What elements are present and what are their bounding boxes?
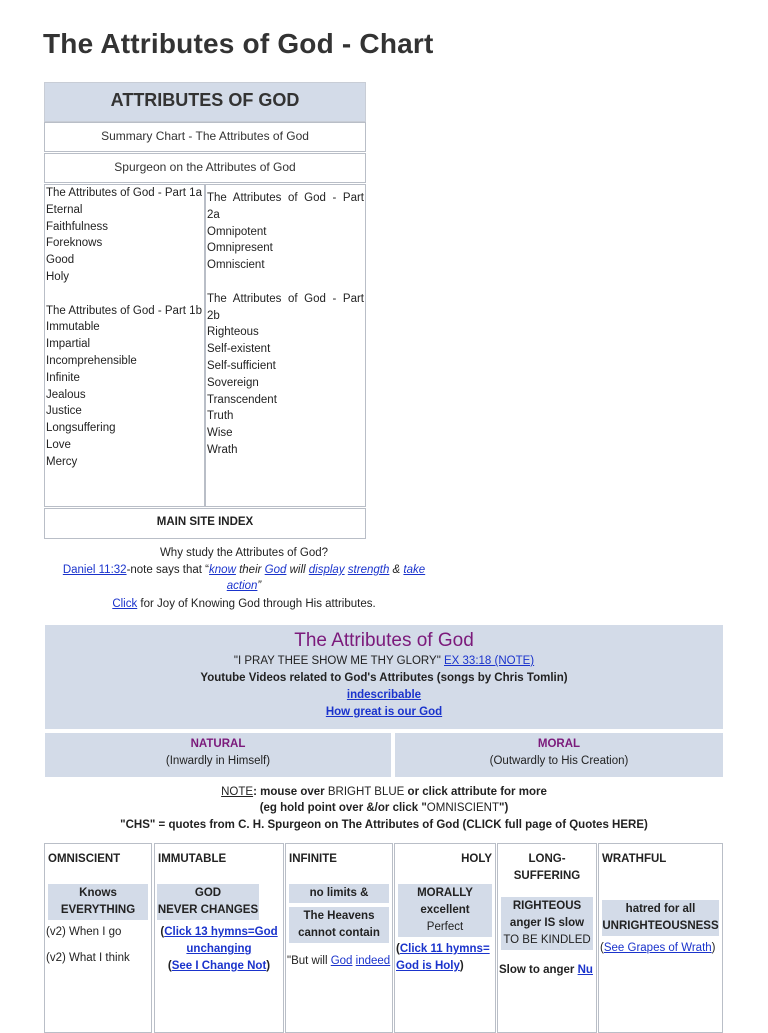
attr-faithfulness[interactable]: Faithfulness [46, 220, 109, 233]
strength-link[interactable]: strength [347, 564, 390, 576]
note-omniscient: OMNISCIENT [426, 802, 499, 814]
indescribable-link[interactable]: indescribable [346, 689, 422, 701]
how-great-link[interactable]: How great is our God [325, 706, 443, 718]
longsuffering-chip-3: TO BE KINDLED [503, 934, 591, 946]
attr-love[interactable]: Love [46, 438, 71, 451]
natural-sub: (Inwardly in Himself) [165, 755, 271, 767]
wrathful-heading[interactable]: WRATHFUL [602, 853, 667, 865]
omniscient-v2: (v2) What I think [46, 952, 130, 964]
infinite-chip-2a: The Heavens [303, 910, 375, 922]
part2b-link[interactable]: The Attributes of God - Part [207, 292, 364, 305]
holy-cell: HOLY MORALLY excellent Perfect (Click 11 hymns= God is Holy) [394, 843, 496, 1033]
attr-omniscient[interactable]: Omniscient [207, 259, 265, 272]
holy-chip-1: MORALLY [417, 887, 473, 899]
infinite-indeed-link[interactable]: indeed [355, 955, 391, 967]
main-site-index-link[interactable]: MAIN SITE INDEX [44, 508, 366, 539]
youtube-line: Youtube Videos related to God's Attributes (songs by Chris Tomlin) [200, 672, 568, 684]
infinite-chip-1: no limits & [289, 884, 389, 903]
longsuffering-chip [501, 897, 593, 950]
attr-impartial[interactable]: Impartial [46, 338, 91, 351]
longsuffering-heading-2: SUFFERING [513, 870, 581, 882]
amp-text: & [389, 564, 404, 576]
wrathful-chip-2: UNRIGHTEOUSNESS [602, 920, 719, 932]
attr-omnipresent[interactable]: Omnipresent [207, 242, 273, 255]
immutable-chip [157, 884, 259, 920]
immutable-unchanging-link[interactable]: unchanging [186, 943, 252, 955]
wrathful-chip [602, 900, 719, 936]
immutable-cell: IMMUTABLE GOD NEVER CHANGES (Click 13 hymns=God unchanging (See I Change Not) [154, 843, 284, 1033]
omniscient-chip-2: EVERYTHING [60, 904, 136, 916]
natural-heading: NATURAL [190, 738, 246, 750]
joy-text: for Joy of Knowing God through His attributes. [137, 598, 376, 610]
attr-good[interactable]: Good [46, 254, 75, 267]
summary-chart-link[interactable]: Summary Chart - The Attributes of God [44, 122, 366, 152]
omniscient-cell [44, 843, 152, 1033]
their-text: their [235, 564, 265, 576]
attr-self-existent[interactable]: Self-existent [207, 343, 271, 356]
omniscient-chip-1: Knows [79, 887, 117, 899]
note-says-text: -note says that “ [126, 564, 210, 576]
close-quote: ” [257, 580, 262, 592]
numbers-link[interactable]: Nu [577, 964, 593, 976]
know-link[interactable]: know [209, 564, 236, 576]
natural-cell [45, 733, 391, 777]
attr-justice[interactable]: Justice [46, 405, 82, 418]
why-study-note [44, 562, 444, 579]
will-text: will [286, 564, 309, 576]
chs-quotes-line[interactable]: "CHS" = quotes from C. H. Spurgeon on The Attributes of God (CLICK full page of Quotes HERE) [120, 819, 648, 831]
moral-sub: (Outwardly to His Creation) [489, 755, 629, 767]
infinite-chip-2b: cannot contain [298, 927, 380, 939]
note-line-1 [45, 784, 723, 801]
holy-hymns-link[interactable]: Click 11 hymns= [399, 943, 490, 955]
spurgeon-link[interactable]: Spurgeon on the Attributes of God [44, 153, 366, 183]
immutable-heading[interactable]: IMMUTABLE [158, 853, 227, 865]
joy-line [44, 596, 444, 613]
display-link[interactable]: display [308, 564, 345, 576]
immutable-chip-1: GOD [194, 887, 222, 899]
note-l1a: : mouse over [253, 786, 328, 798]
attr-righteous[interactable]: Righteous [207, 326, 259, 339]
holy-chip-2: excellent [420, 904, 470, 916]
wrathful-chip-1: hatred for all [625, 903, 696, 915]
attr-eternal[interactable]: Eternal [46, 203, 83, 216]
why-study-question: Why study the Attributes of God? [159, 547, 329, 559]
infinite-cell [285, 843, 393, 1033]
ex-33-18-link[interactable]: EX 33:18 (NOTE) [444, 655, 535, 667]
grapes-of-wrath-link[interactable]: See Grapes of Wrath [603, 942, 712, 954]
attr-sovereign[interactable]: Sovereign [207, 376, 259, 389]
daniel-link[interactable]: Daniel 11:32 [62, 564, 127, 576]
part1b-link[interactable]: The Attributes of God - Part 1b [46, 304, 202, 317]
glory-quote: "I PRAY THEE SHOW ME THY GLORY" [233, 655, 441, 667]
i-change-not-link[interactable]: See I Change Not [171, 960, 267, 972]
attributes-heading: ATTRIBUTES OF GOD [44, 82, 366, 122]
take-link[interactable]: take [403, 564, 426, 576]
attr-wise[interactable]: Wise [207, 427, 233, 440]
part1a-link[interactable]: The Attributes of God - Part 1a [46, 187, 202, 199]
attributes-part1-column [44, 184, 205, 507]
omniscient-v1: (v2) When I go [46, 926, 122, 938]
longsuffering-chip-1: RIGHTEOUS [512, 900, 582, 912]
attr-holy[interactable]: Holy [46, 270, 70, 283]
note-l2c: ") [499, 802, 509, 814]
immutable-hymns-link[interactable]: Click 13 hymns=God [164, 926, 278, 938]
moral-heading: MORAL [537, 738, 581, 750]
page-title: The Attributes of God - Chart [43, 28, 434, 59]
infinite-quote: "But will [287, 955, 331, 967]
part2b-link-suffix[interactable]: 2b [207, 309, 220, 322]
moral-cell [395, 733, 723, 777]
why-study-note-cont [44, 578, 444, 595]
click-joy-link[interactable]: Click [112, 598, 138, 610]
attr-incomprehensible[interactable]: Incomprehensible [46, 354, 137, 367]
part2a-link[interactable]: The Attributes of God - Part [207, 192, 364, 204]
note-line-2 [45, 800, 723, 817]
god-is-holy-link[interactable]: God is Holy [396, 960, 460, 972]
attr-infinite[interactable]: Infinite [46, 371, 80, 384]
attr-foreknows[interactable]: Foreknows [46, 237, 103, 250]
immutable-chip-2: NEVER CHANGES [157, 904, 259, 916]
glory-quote-line [45, 653, 723, 670]
attr-longsuffering[interactable]: Longsuffering [46, 422, 116, 435]
attr-truth[interactable]: Truth [207, 410, 234, 423]
omniscient-heading[interactable]: OMNISCIENT [48, 853, 121, 865]
infinite-chip-2 [289, 907, 389, 943]
panel-title: The Attributes of God [294, 630, 474, 651]
attr-mercy[interactable]: Mercy [46, 455, 78, 468]
longsuffering-chip-2: anger IS slow [509, 917, 585, 929]
wrathful-cell: WRATHFUL hatred for all UNRIGHTEOUSNESS (See Grapes of Wrath) [598, 843, 723, 1033]
note-bright-blue: BRIGHT BLUE [327, 786, 405, 798]
note-line-3 [45, 817, 723, 834]
attr-immutable[interactable]: Immutable [46, 321, 100, 334]
part2a-link-suffix[interactable]: 2a [207, 208, 220, 221]
infinite-god-link[interactable]: God [330, 955, 353, 967]
holy-heading[interactable]: HOLY [461, 853, 492, 865]
action-link[interactable]: action [226, 580, 258, 592]
longsuffering-heading-1: LONG- [528, 853, 566, 865]
holy-chip-3: Perfect [426, 921, 464, 933]
attr-jealous[interactable]: Jealous [46, 388, 86, 401]
attr-omnipotent[interactable]: Omnipotent [207, 225, 267, 238]
omniscient-chip [48, 884, 148, 920]
attr-wrath[interactable]: Wrath [207, 443, 238, 456]
attributes-panel [45, 625, 723, 729]
note-l1c: or click attribute for more [404, 786, 547, 798]
note-label: NOTE [221, 786, 254, 798]
note-l2a: (eg hold point over &/or click " [259, 802, 427, 814]
holy-chip [398, 884, 492, 937]
longsuffering-cell [497, 843, 597, 1033]
longsuffering-heading[interactable] [498, 844, 596, 885]
attr-transcendent[interactable]: Transcendent [207, 393, 277, 406]
slow-to-anger: Slow to anger [499, 964, 578, 976]
god-link[interactable]: God [264, 564, 287, 576]
infinite-heading[interactable]: INFINITE [289, 853, 337, 865]
attr-self-sufficient[interactable]: Self-sufficient [207, 359, 276, 372]
attributes-part2-column [205, 184, 366, 507]
